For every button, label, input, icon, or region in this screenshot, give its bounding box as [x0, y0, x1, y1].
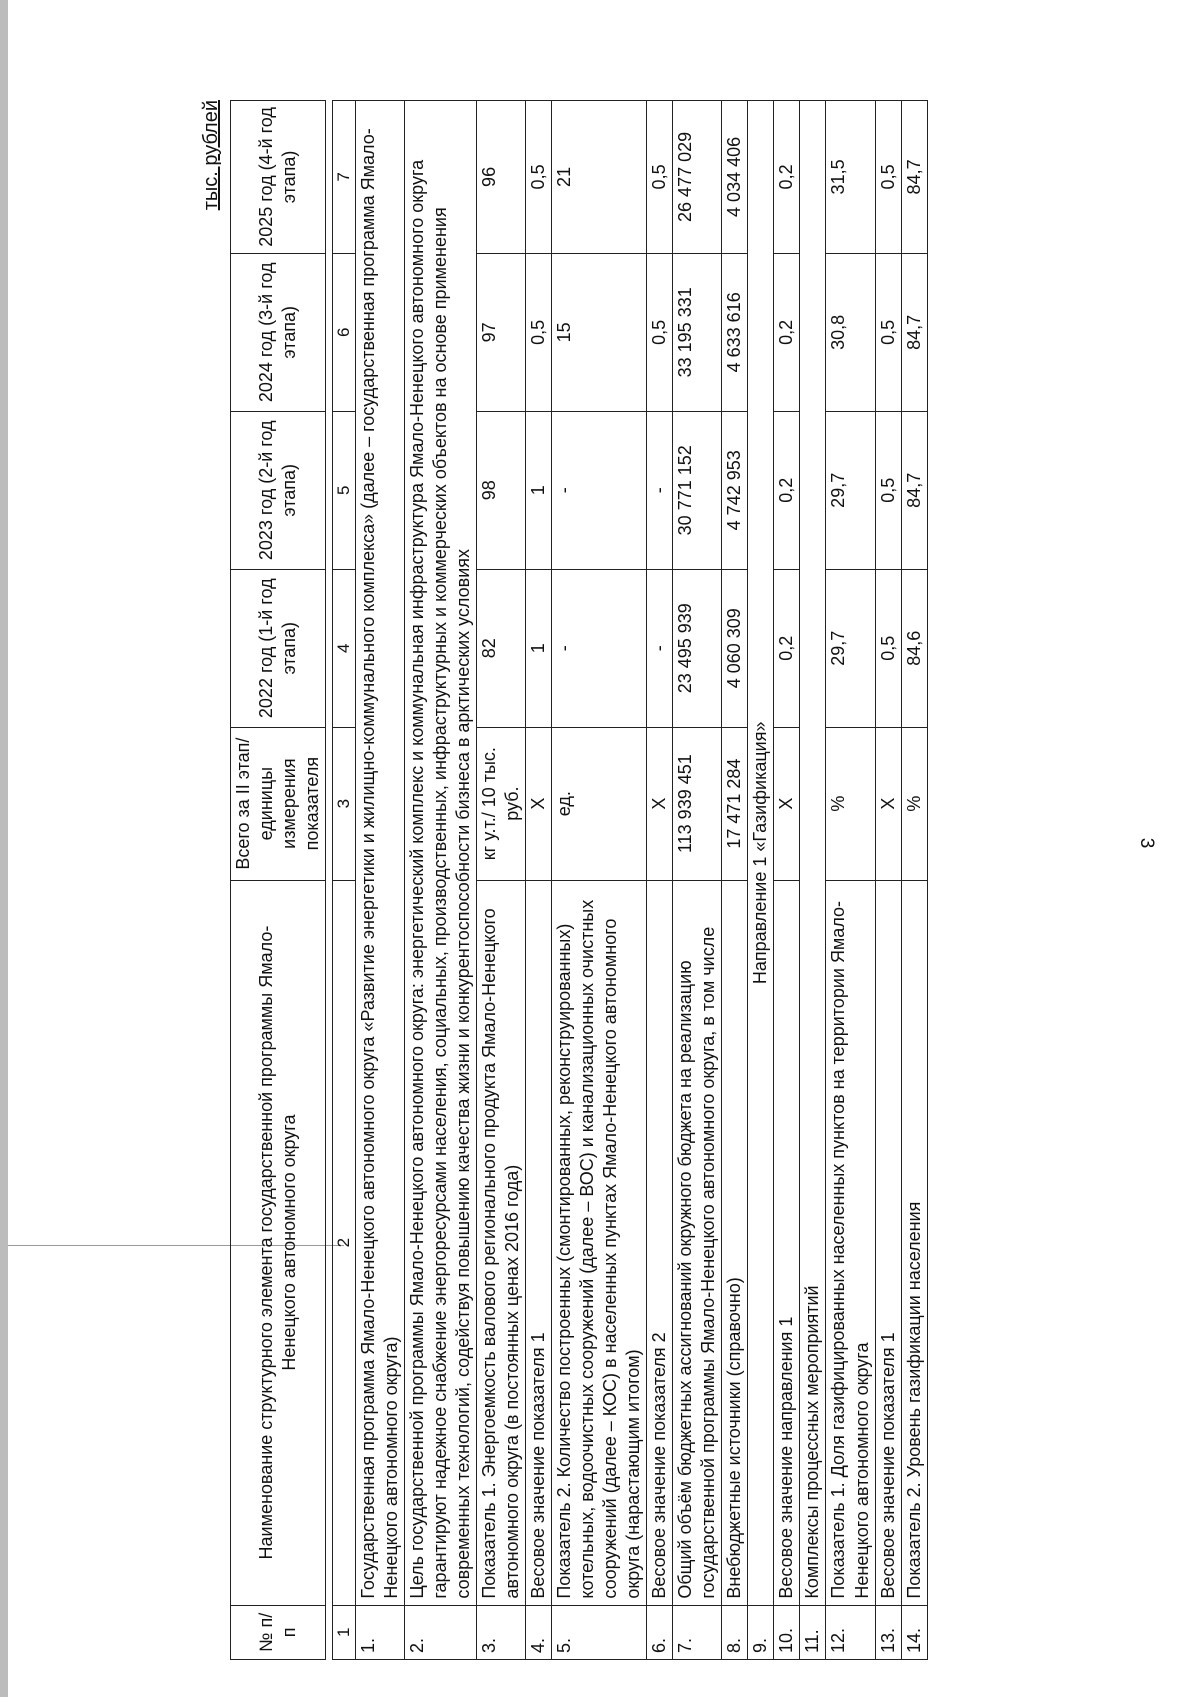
row-value-2024: 0,5 — [526, 253, 552, 411]
table-row — [647, 101, 673, 1660]
row-number: 2. — [404, 1605, 476, 1659]
row-value-2022: 84,6 — [901, 569, 927, 727]
row-value-2022: 0,5 — [875, 569, 901, 727]
row-number: 4. — [526, 1605, 552, 1659]
row-total: X — [647, 727, 673, 880]
table-row — [875, 101, 901, 1660]
header-number: № п/п — [231, 1605, 326, 1659]
table-row — [748, 101, 774, 1660]
column-number: 1 — [333, 1605, 356, 1659]
header-separator — [326, 101, 333, 1660]
row-value-2022: 82 — [477, 569, 526, 727]
row-value-2025: 0,2 — [774, 101, 800, 254]
column-number: 6 — [333, 253, 356, 411]
table-header-row — [231, 101, 326, 1660]
column-number: 5 — [333, 411, 356, 569]
table-row — [673, 101, 722, 1660]
row-element-name: Показатель 1. Энергоемкость валового регионального продукта Ямало-Ненецкого автономного округа (в постоянных ценах 2016 года) — [477, 880, 526, 1605]
row-value-2025: 31,5 — [826, 101, 875, 254]
row-number: 5. — [552, 1605, 647, 1659]
table-row — [526, 101, 552, 1660]
page-number: 3 — [1136, 837, 1157, 849]
header-total: Всего за II этап/ единицы измерения показателя — [231, 727, 326, 880]
row-total: 17 471 284 — [722, 727, 748, 880]
row-number: 7. — [673, 1605, 722, 1659]
row-value-2024: 30,8 — [826, 253, 875, 411]
row-value-2025: 96 — [477, 101, 526, 254]
row-value-2023: 4 742 953 — [722, 411, 748, 569]
row-total: % — [826, 727, 875, 880]
rotated-table-page — [200, 100, 1200, 1660]
row-total: 113 939 451 — [673, 727, 722, 880]
row-value-2022: - — [647, 569, 673, 727]
row-value-2023: - — [552, 411, 647, 569]
row-value-2022: 29,7 — [826, 569, 875, 727]
row-number: 3. — [477, 1605, 526, 1659]
row-total: X — [875, 727, 901, 880]
row-value-2022: 0,2 — [774, 569, 800, 727]
header-2022: 2022 год (1-й год этапа) — [231, 569, 326, 727]
table-row — [722, 101, 748, 1660]
row-number: 14. — [901, 1605, 927, 1659]
column-number: 2 — [333, 880, 356, 1605]
row-value-2025: 26 477 029 — [673, 101, 722, 254]
row-value-2023: 30 771 152 — [673, 411, 722, 569]
row-section-text: Направление 1 «Газификация» — [748, 101, 774, 1606]
row-section-text: Государственная программа Ямало-Ненецкого автономного округа «Развитие энергетики и жилищно-коммунального комплекса» (далее – государственная программа Ямало-Ненецкого автономного округа) — [355, 101, 404, 1606]
column-number: 3 — [333, 727, 356, 880]
row-value-2024: 15 — [552, 253, 647, 411]
row-section-text: Цель государственной программы Ямало-Ненецкого автономного округа: энергетический комплекс и коммунальная инфраструктура Ямало-Ненецкого автономного округа гарантируют надежное снабжение энергоресурсами населения, социальных, производственных, инфраструктурных и коммерческих объектов на основе применения современных технологий, содействуя повышению качества жизни и конкурентоспособности бизнеса в арктических условиях — [404, 101, 476, 1606]
row-section-text: Комплексы процессных мероприятий — [800, 101, 826, 1606]
column-number: 4 — [333, 569, 356, 727]
row-total: X — [774, 727, 800, 880]
header-2024: 2024 год (3-й год этапа) — [231, 253, 326, 411]
header-2023: 2023 год (2-й год этапа) — [231, 411, 326, 569]
row-value-2024: 97 — [477, 253, 526, 411]
table-row — [552, 101, 647, 1660]
row-total: X — [526, 727, 552, 880]
table-row — [477, 101, 526, 1660]
units-label: тыс. рублей — [200, 100, 222, 211]
row-total: кг у.т./ 10 тыс. руб. — [477, 727, 526, 880]
row-number: 6. — [647, 1605, 673, 1659]
table-row — [774, 101, 800, 1660]
table-row — [800, 101, 826, 1660]
row-value-2023: 0,5 — [875, 411, 901, 569]
table-row — [826, 101, 875, 1660]
row-value-2024: 0,2 — [774, 253, 800, 411]
scan-edge — [0, 0, 8, 1697]
row-number: 8. — [722, 1605, 748, 1659]
row-element-name: Весовое значение показателя 1 — [875, 880, 901, 1605]
table-row — [355, 101, 404, 1660]
row-value-2025: 0,5 — [875, 101, 901, 254]
row-element-name: Весовое значение показателя 1 — [526, 880, 552, 1605]
row-total: % — [901, 727, 927, 880]
row-value-2025: 0,5 — [526, 101, 552, 254]
table-row — [901, 101, 927, 1660]
row-value-2022: - — [552, 569, 647, 727]
header-2025: 2025 год (4-й год этапа) — [231, 101, 326, 254]
column-number: 7 — [333, 101, 356, 254]
row-element-name: Показатель 2. Уровень газификации населения — [901, 880, 927, 1605]
row-element-name: Показатель 1. Доля газифицированных населенных пунктов на территории Ямало-Ненецкого автономного округа — [826, 880, 875, 1605]
row-total: ед. — [552, 727, 647, 880]
row-value-2022: 1 — [526, 569, 552, 727]
row-value-2023: 84,7 — [901, 411, 927, 569]
header-element-name: Наименование структурного элемента государственной программы Ямало-Ненецкого автономного округа — [231, 880, 326, 1605]
row-element-name: Внебюджетные источники (справочно) — [722, 880, 748, 1605]
row-number: 12. — [826, 1605, 875, 1659]
row-value-2023: - — [647, 411, 673, 569]
table-row — [404, 101, 476, 1660]
row-number: 11. — [800, 1605, 826, 1659]
row-value-2025: 0,5 — [647, 101, 673, 254]
row-number: 10. — [774, 1605, 800, 1659]
row-element-name: Весовое значение показателя 2 — [647, 880, 673, 1605]
row-value-2024: 0,5 — [875, 253, 901, 411]
row-value-2022: 4 060 309 — [722, 569, 748, 727]
row-value-2023: 29,7 — [826, 411, 875, 569]
row-value-2024: 84,7 — [901, 253, 927, 411]
program-indicators-table — [230, 100, 928, 1660]
row-value-2024: 4 633 616 — [722, 253, 748, 411]
row-value-2025: 21 — [552, 101, 647, 254]
row-value-2024: 0,5 — [647, 253, 673, 411]
row-element-name: Показатель 2. Количество построенных (смонтированных, реконструированных) котельных, водоочистных сооружений (далее – ВОС) и канализационных очистных сооружений (далее – КОС) в населенных пунктах Ямало-Ненецкого автономного округа (нарастающим итогом) — [552, 880, 647, 1605]
row-value-2023: 0,2 — [774, 411, 800, 569]
row-number: 9. — [748, 1605, 774, 1659]
row-value-2023: 98 — [477, 411, 526, 569]
row-value-2025: 4 034 406 — [722, 101, 748, 254]
row-value-2023: 1 — [526, 411, 552, 569]
row-element-name: Общий объём бюджетных ассигнований окружного бюджета на реализацию государственной программы Ямало-Ненецкого автономного округа, в том числе — [673, 880, 722, 1605]
row-value-2024: 33 195 331 — [673, 253, 722, 411]
row-value-2022: 23 495 939 — [673, 569, 722, 727]
row-element-name: Весовое значение направления 1 — [774, 880, 800, 1605]
row-number: 1. — [355, 1605, 404, 1659]
column-number-row — [333, 101, 356, 1660]
row-number: 13. — [875, 1605, 901, 1659]
row-value-2025: 84,7 — [901, 101, 927, 254]
